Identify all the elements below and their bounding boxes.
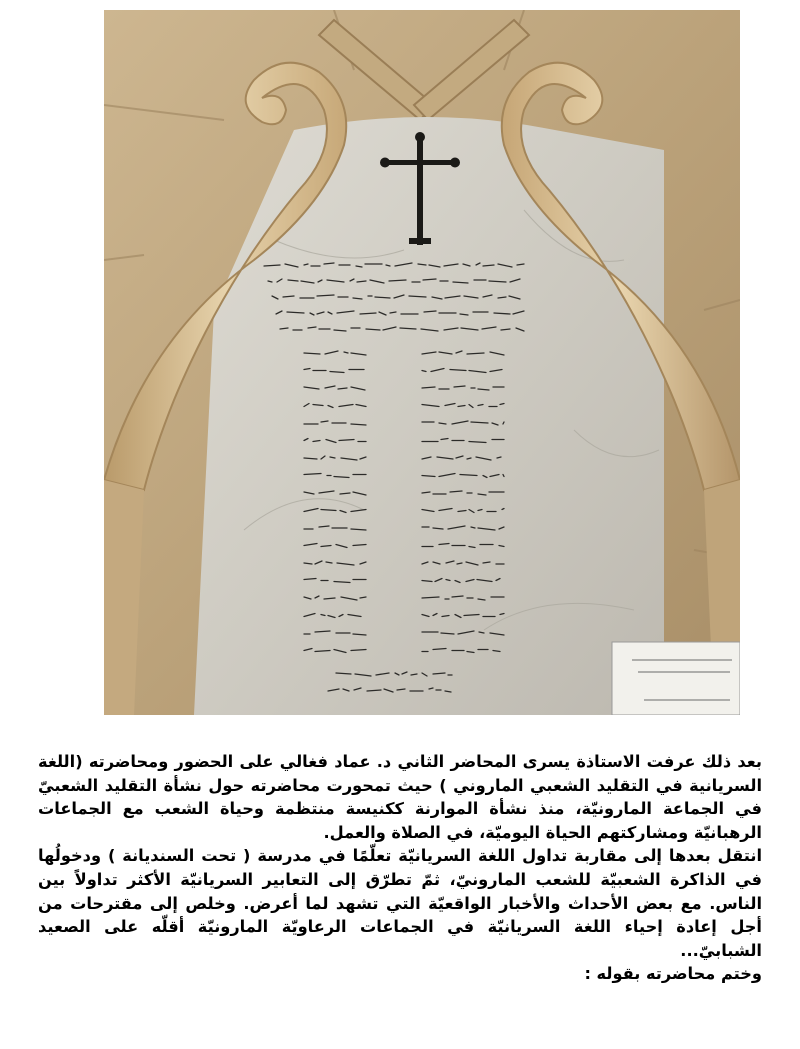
- inscription-glyph: [503, 475, 504, 477]
- marble-plaque: [194, 117, 664, 715]
- article-paragraph: وختم محاضرته بقوله :: [584, 964, 762, 984]
- inscription-glyph: [503, 422, 504, 424]
- inscription-glyph: [502, 509, 504, 510]
- plaque-photo: [104, 10, 740, 715]
- paper-note: [612, 642, 740, 715]
- article-paragraph: انتقل بعدها إلى مقاربة تداول اللغة السريانيّة تعلّمًا في مدرسة ( تحت السنديانة ) ودخولُها في الذاكرة الشعبيّة للشعب المارونيّ، ثمّ تطرّق إلى التعابير السريانيّة الأكثر تداولاً بين الناس. مع بعض الأحداث والأخبار الواقعيّة التي تشهد لما أعرض. وخلص إلى مقترحات من أجل إعادة إحياء اللغة السريانيّة في الجماعات الرعاويّة المارونيّة أقلّه على الصعيد الشبابيّ...: [38, 846, 762, 960]
- plaque-illustration: [104, 10, 740, 715]
- article-paragraph: بعد ذلك عرفت الاستاذة يسرى المحاضر الثاني د. عماد فغالي على الحضور ومحاضرته (اللغة السريانية في التقليد الشعبي الماروني ) حيث تمحورت محاضرته حول نشأة التقليد الشعبيّ في الجماعة المارونيّة، منذ نشأة الموارنة ككنيسة منتظمة وحياة الشعب مع الجماعات الرهبانيّة ومشاركتهم الحياة اليوميّة، في الصلاة والعمل.: [38, 752, 762, 842]
- article-text: [38, 750, 762, 986]
